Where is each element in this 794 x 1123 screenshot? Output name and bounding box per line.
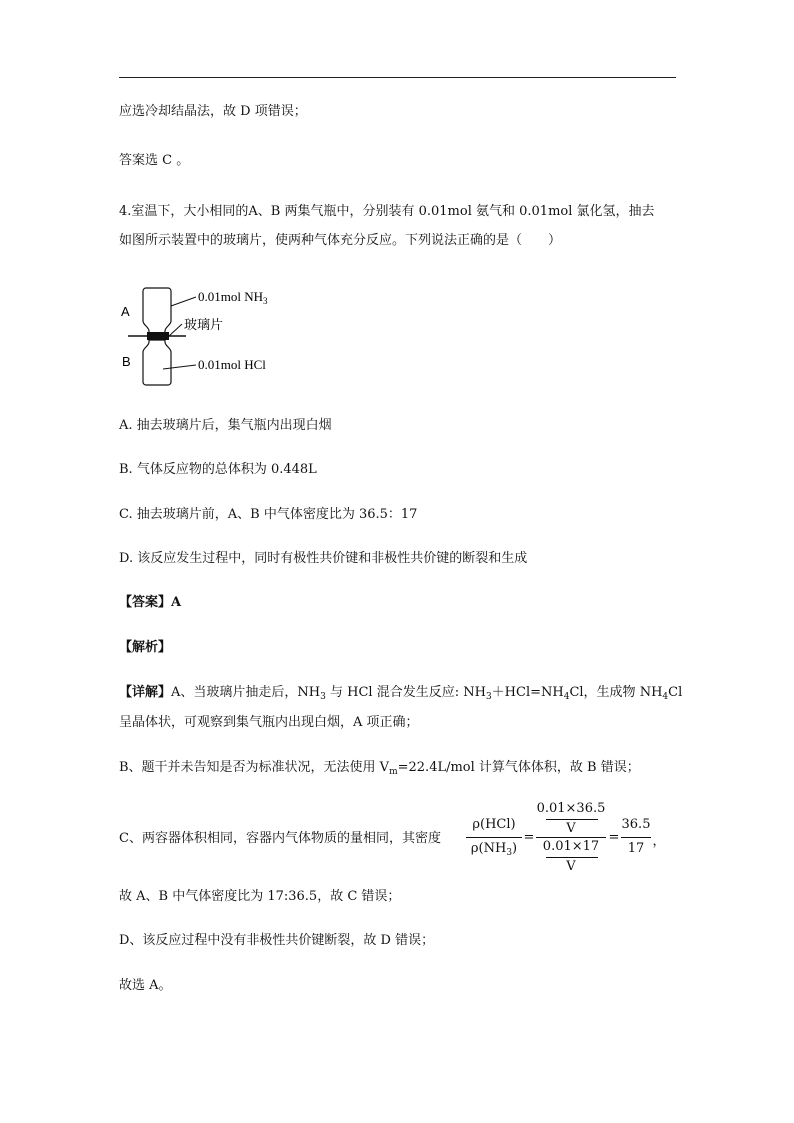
rho-denominator: $\rho(NH_3)$ — [470, 841, 518, 858]
label-a: A — [121, 304, 130, 319]
option-a: A. 抽去玻璃片后，集气瓶内出现白烟 — [119, 418, 332, 433]
main-fraction-bar — [536, 837, 606, 838]
detail-heading: 【详解】 — [119, 685, 172, 700]
rho-fraction-bar — [466, 837, 522, 838]
question-line-1: 4.室温下，大小相同的A、B 两集气瓶中，分别装有 0.01mol 氨气和 0.01mol 氯化氢，抽去 — [119, 204, 655, 219]
prev-line-1: 应选冷却结晶法，故 D 项错误； — [119, 104, 307, 119]
analysis-title: 【解析】 — [119, 640, 172, 655]
top-gas-sub: 3 — [263, 296, 268, 306]
final-answer: 故选 A。 — [119, 978, 172, 993]
explain-a-line-2: 呈晶体状，可观察到集气瓶内出现白烟，A 项正确； — [119, 715, 419, 730]
option-b: B. 气体反应物的总体积为 0.448L — [119, 462, 317, 477]
big-den-top: 0.01×17 — [542, 839, 600, 854]
answer: 【答案】A — [119, 595, 182, 610]
result-numerator: 36.5 — [621, 817, 651, 832]
big-num-bot: V — [566, 821, 576, 836]
equals-1: = — [523, 830, 535, 845]
question-line-2: 如图所示装置中的玻璃片，使两种气体充分反应。下列说法正确的是（ ） — [119, 233, 562, 248]
rho-numerator: ρ(HCl) — [472, 817, 516, 832]
explain-c-text: C、两容器体积相同，容器内气体物质的量相同，其密度 — [119, 831, 441, 846]
explain-c-line-2: 故 A、B 中气体密度比为 17:36.5，故 C 错误； — [119, 889, 401, 904]
explain-a-line-1: 【详解】A、当玻璃片抽走后，$NH_3$ 与 HCl 混合发生反应: $NH_3+HCl=NH_4Cl$，生成物 $NH_4Cl$ — [119, 685, 683, 702]
prev-line-2: 答案选 C 。 — [119, 153, 190, 168]
equals-2: = — [608, 830, 620, 845]
big-num-top: 0.01×36.5 — [536, 801, 606, 816]
gas-bottles-diagram — [118, 283, 288, 393]
explain-b: B、题干并未告知是否为标准状况，无法使用 $V_m=22.4L$/mol 计算气体体积，故 B 错误； — [119, 760, 640, 777]
big-den-bot: V — [566, 859, 576, 874]
big-den-bar — [546, 857, 598, 858]
label-b: B — [122, 354, 131, 369]
header-rule — [119, 77, 676, 78]
option-c: C. 抽去玻璃片前，A、B 中气体密度比为 36.5：17 — [119, 507, 418, 522]
trailing-comma: ， — [652, 834, 666, 849]
big-num-bar — [546, 819, 598, 820]
svg-text:0.01mol NH3 — [198, 289, 268, 306]
result-denominator: 17 — [627, 841, 645, 856]
explain-d: D、该反应过程中没有非极性共价键断裂，故 D 错误； — [119, 933, 435, 948]
result-bar — [621, 837, 651, 838]
glass-plate-label: 玻璃片 — [184, 318, 224, 333]
option-d: D. 该反应发生过程中，同时有极性共价键和非极性共价键的断裂和生成 — [119, 551, 528, 566]
top-gas-label: 0.01mol NH — [198, 289, 263, 304]
bottom-gas-label: 0.01mol HCl — [198, 357, 266, 372]
